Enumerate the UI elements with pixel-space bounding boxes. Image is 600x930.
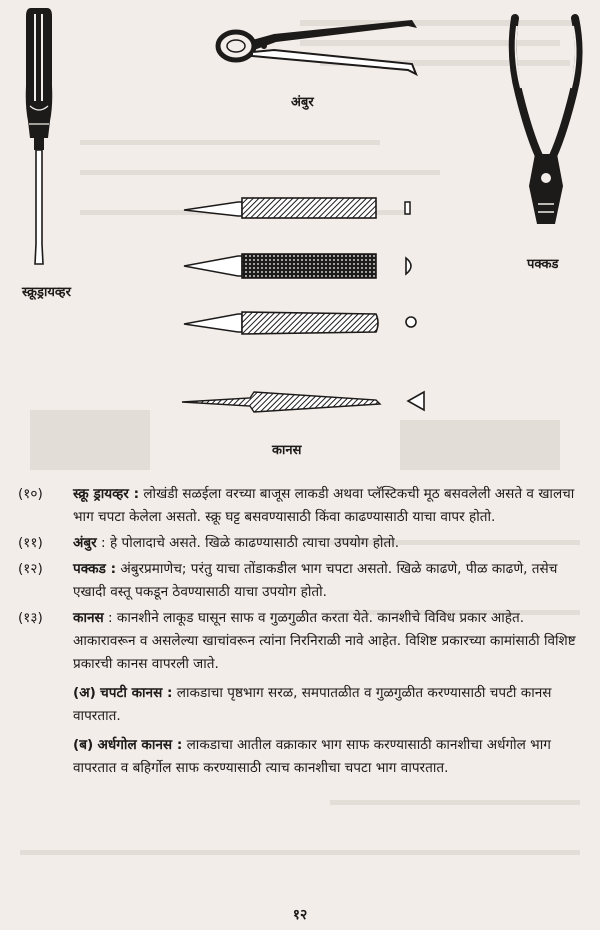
pliers-pakkad-illustration: [505, 16, 587, 230]
item-term: अंबुर: [73, 535, 97, 551]
item-text: : हे पोलादाचे असते. खिळे काढण्यासाठी त्याचा उपयोग होतो.: [101, 535, 400, 551]
item-text: : कानशीने लाकूड घासून साफ व गुळगुळीत करता येते. कानशीचे विविध प्रकार आहेत. आकारावरून व असलेल्या खाचांवरून त्यांना निरनिराळी नावे आहेत. विशिष्ट प्रकारच्या कामांसाठी विशिष्ट प्रकारची कानस वापरली जाते.: [73, 610, 576, 672]
screwdriver-illustration: [22, 6, 56, 271]
list-item: [18, 532, 584, 555]
tool-description-list: [18, 483, 584, 780]
caption-kanas: कानस: [272, 443, 302, 458]
page-number: १२: [292, 907, 308, 923]
sub-item: [73, 682, 584, 728]
pincers-ambur-illustration: [212, 14, 422, 84]
sub-item-marker: (अ): [73, 685, 96, 701]
sub-item-text: लाकडाचा पृष्ठभाग सरळ, समपातळीत व गुळगुळीत करण्यासाठी चपटी कानस वापरतात.: [73, 685, 552, 724]
item-number: (१०): [18, 486, 43, 502]
item-term: पक्कड :: [73, 561, 117, 577]
sub-item-marker: (ब): [73, 737, 94, 753]
sub-item-term: अर्धगोल कानस :: [97, 737, 183, 753]
list-item: [18, 558, 584, 604]
item-number: (११): [18, 535, 43, 551]
sub-item-term: चपटी कानस :: [100, 685, 173, 701]
caption-pakkad: पक्कड: [527, 257, 559, 272]
list-item: [18, 483, 584, 529]
item-text: अंबुरप्रमाणेच; परंतु याचा तोंडाकडील भाग चपटा असतो. खिळे काढणे, पीळ काढणे, तसेच एखादी वस्तू पकडून ठेवण्यासाठी याचा उपयोग होतो.: [73, 561, 558, 600]
list-item: [18, 607, 584, 676]
item-number: (१३): [18, 610, 43, 626]
caption-ambur: अंबुर: [291, 95, 314, 110]
item-term: स्क्रू ड्रायव्हर :: [73, 486, 140, 502]
item-text: लोखंडी सळईला वरच्या बाजूस लाकडी अथवा प्लॅस्टिकची मूठ बसवलेली असते व खालचा भाग चपटा केलेला असतो. स्क्रू घट्ट बसवण्यासाठी किंवा काढण्यासाठी याचा वापर होतो.: [73, 486, 575, 525]
sub-item-text: लाकडाचा आतील वक्राकार भाग साफ करण्यासाठी कानशीचा अर्धगोल भाग वापरतात व बहिर्गोल साफ करण्यासाठी त्याच कानशीचा चपटा भाग वापरतात.: [73, 737, 551, 776]
sub-item: [73, 734, 584, 780]
file-tools-illustration: [180, 186, 440, 426]
item-term: कानस: [73, 610, 104, 626]
item-number: (१२): [18, 561, 43, 577]
caption-screwdriver: स्क्रूड्रायव्हर: [22, 285, 71, 300]
